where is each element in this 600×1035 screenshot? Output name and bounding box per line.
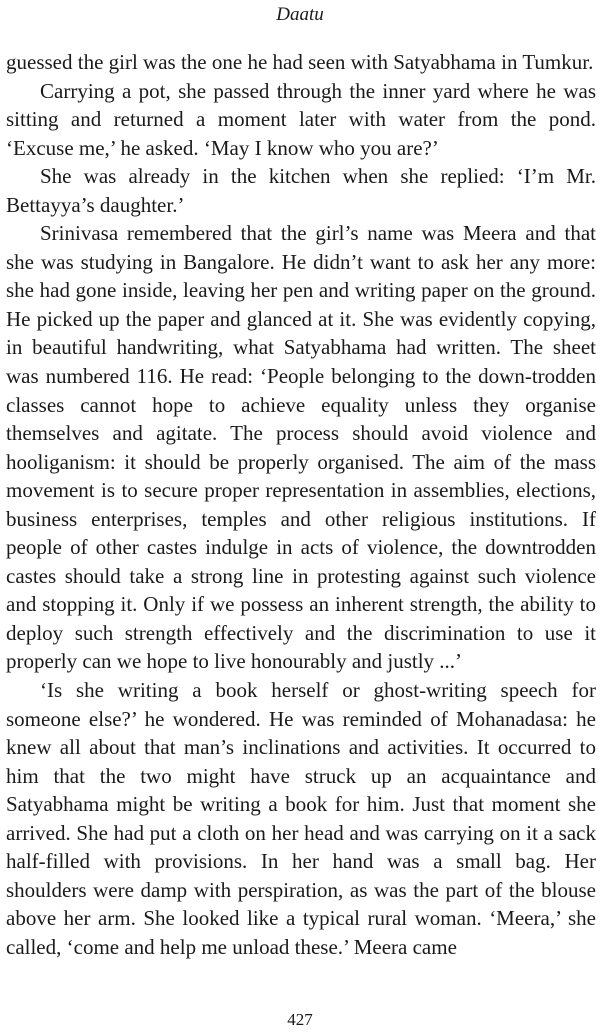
paragraph-continuation: guessed the girl was the one he had seen with Satyabhama in Tumkur. — [6, 50, 594, 74]
body-text — [6, 48, 596, 962]
paragraph-srinivasa: Srinivasa remembered that the girl’s name was Meera and that she was studying in Bangalore. He didn’t want to ask her any more: she had gone inside, leaving her pen and writing paper on the ground. He picked up the paper and glanced at it. She was evidently copying, in beautiful handwriting, what Satyabhama had written. The sheet was numbered 116. He read: ‘People belonging to the down-trodden classes cannot hope to achieve equality unless they organise themselves and agitate. The process should avoid violence and hooliganism: it should be properly organised. The aim of the mass movement is to secure proper representation in assemblies, elections, business enterprises, temples and other religious institutions. If people of other castes indulge in acts of violence, the downtrodden castes should take a strong line in protesting against such violence and stopping it. Only if we possess an inherent strength, the ability to deploy such strength effectively and the discrimination to use it properly can we hope to live honourably and justly ...’ — [6, 221, 596, 674]
paragraph-pot: Carrying a pot, she passed through the inner yard where he was sitting and returned a moment later with water from the pond. ‘Excuse me,’ he asked. ‘May I know who you are?’ — [6, 78, 596, 160]
paragraph-kitchen: She was already in the kitchen when she replied: ‘I’m Mr. Bettayya’s daughter.’ — [6, 164, 596, 217]
running-header-title: Daatu — [276, 4, 324, 25]
page-number: 427 — [287, 1010, 313, 1029]
paragraph-ghost-writing: ‘Is she writing a book herself or ghost-writing speech for someone else?’ he wondered. He was reminded of Mohanadasa: he knew all about that man’s inclinations and activities. It occurred to him that the two might have struck up an acquaintance and Satyabhama might be writing a book for him. Just that moment she arrived. She had put a cloth on her head and was carrying on it a sack half-filled with provisions. In her hand was a small bag. Her shoulders were damp with perspiration, as was the part of the blouse above her arm. She looked like a typical rural woman. ‘Meera,’ she called, ‘come and help me unload these.’ Meera came — [6, 678, 596, 959]
